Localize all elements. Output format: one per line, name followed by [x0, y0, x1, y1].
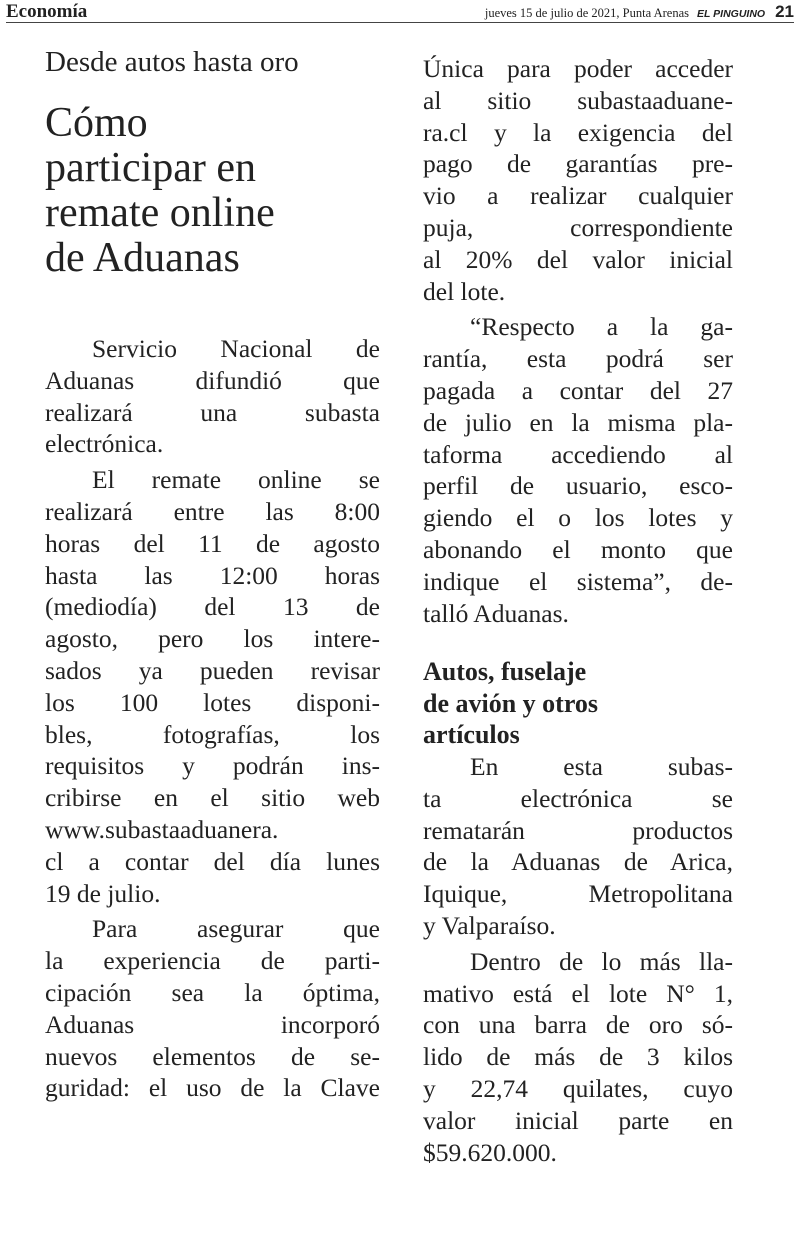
text-line: El remate online se	[92, 465, 380, 495]
text-line: pagada a contar del 27	[423, 375, 733, 405]
text-line: Única para poder acceder	[423, 54, 733, 83]
text-line: Servicio Nacional de	[92, 334, 380, 363]
text-line: $59.620.000.	[423, 1137, 557, 1167]
text-line: al 20% del valor inicial	[423, 244, 733, 274]
text-line: perfil de usuario, esco-	[423, 471, 733, 501]
text-line: pago de garantías pre-	[423, 149, 733, 179]
body-paragraph	[423, 751, 733, 942]
text-line: de julio en la misma pla-	[423, 407, 733, 437]
subheading-line: Autos, fuselaje	[423, 657, 587, 686]
text-line: y Valparaíso.	[423, 910, 556, 940]
text-line: hasta las 12:00 horas	[45, 560, 380, 590]
text-line: puja, correspondiente	[423, 212, 733, 242]
text-line: sados ya pueden revisar	[45, 655, 380, 685]
article-kicker: Desde autos hasta oro	[45, 46, 299, 78]
text-line: Dentro de lo más lla-	[470, 946, 733, 976]
subheading-line: de avión y otros	[423, 688, 599, 718]
text-line: “Respecto a la ga-	[470, 312, 733, 342]
text-line: giendo el o los lotes y	[423, 503, 733, 533]
text-line: la experiencia de parti-	[45, 946, 380, 976]
text-line: realizará entre las 8:00	[45, 496, 380, 526]
text-line: bles, fotografías, los	[45, 719, 380, 749]
text-line: En esta subas-	[470, 752, 733, 781]
text-line: al sitio subastaaduane-	[423, 85, 733, 115]
header-info	[485, 2, 794, 24]
headline-line: participar en	[45, 145, 257, 191]
text-line: Aduanas incorporó	[45, 1009, 380, 1039]
text-line: electrónica.	[45, 429, 164, 459]
text-line: talló Aduanas.	[423, 598, 569, 628]
headline-line: Cómo	[45, 100, 148, 146]
text-line: rematarán productos	[423, 815, 733, 845]
headline-line: de Aduanas	[45, 235, 240, 281]
headline-line: remate online	[45, 190, 275, 236]
text-line: cl a contar del día lunes	[45, 846, 380, 876]
text-line: de la Aduanas de Arica,	[423, 847, 733, 877]
article-column-right-bottom	[423, 751, 733, 1168]
body-paragraph	[45, 464, 380, 909]
text-line: guridad: el uso de la Clave	[45, 1073, 380, 1103]
text-line: los 100 lotes disponi-	[45, 687, 380, 717]
text-line: agosto, pero los intere-	[45, 624, 380, 654]
text-line: www.subastaaduanera.	[45, 814, 279, 844]
text-line: del lote.	[423, 276, 506, 306]
body-paragraph	[45, 333, 380, 460]
text-line: ra.cl y la exigencia del	[423, 117, 733, 147]
subheading-line: artículos	[423, 720, 520, 749]
article-column-right-top	[423, 53, 733, 629]
text-line: Aduanas difundió que	[45, 365, 380, 395]
article-headline	[45, 101, 390, 281]
text-line: Para asegurar que	[92, 914, 380, 944]
text-line: requisitos y podrán ins-	[45, 751, 380, 781]
body-paragraph	[423, 53, 733, 307]
text-line: taforma accediendo al	[423, 439, 733, 469]
text-line: indique el sistema”, de-	[423, 566, 733, 596]
text-line: horas del 11 de agosto	[45, 528, 380, 558]
text-line: rantía, esta podrá ser	[423, 344, 733, 374]
dateline: jueves 15 de julio de 2021, Punta Arenas	[484, 6, 689, 20]
body-paragraph	[423, 311, 733, 629]
text-line: lido de más de 3 kilos	[423, 1042, 733, 1072]
text-line: (mediodía) del 13 de	[45, 592, 380, 622]
text-line: Iquique, Metropolitana	[423, 879, 733, 909]
text-line: cipación sea la óptima,	[45, 977, 380, 1007]
text-line: valor inicial parte en	[423, 1105, 733, 1135]
text-line: abonando el monto que	[423, 534, 733, 564]
section-subheading	[423, 656, 723, 751]
body-paragraph	[45, 913, 380, 1104]
text-line: mativo está el lote N° 1,	[423, 978, 733, 1008]
text-line: y 22,74 quilates, cuyo	[423, 1073, 733, 1103]
text-line: nuevos elementos de se-	[45, 1041, 380, 1071]
newspaper-masthead: EL PINGUINO	[697, 8, 766, 20]
article-column-left	[45, 333, 380, 1104]
text-line: realizará una subasta	[45, 397, 380, 427]
section-label: Economía	[6, 1, 88, 22]
text-line: ta electrónica se	[423, 783, 733, 813]
text-line: vio a realizar cualquier	[423, 181, 733, 211]
page-header	[6, 2, 794, 23]
page-number: 21	[775, 2, 794, 21]
text-line: con una barra de oro só-	[423, 1010, 733, 1040]
text-line: cribirse en el sitio web	[45, 783, 380, 813]
body-paragraph	[423, 946, 733, 1169]
text-line: 19 de julio.	[45, 878, 161, 908]
